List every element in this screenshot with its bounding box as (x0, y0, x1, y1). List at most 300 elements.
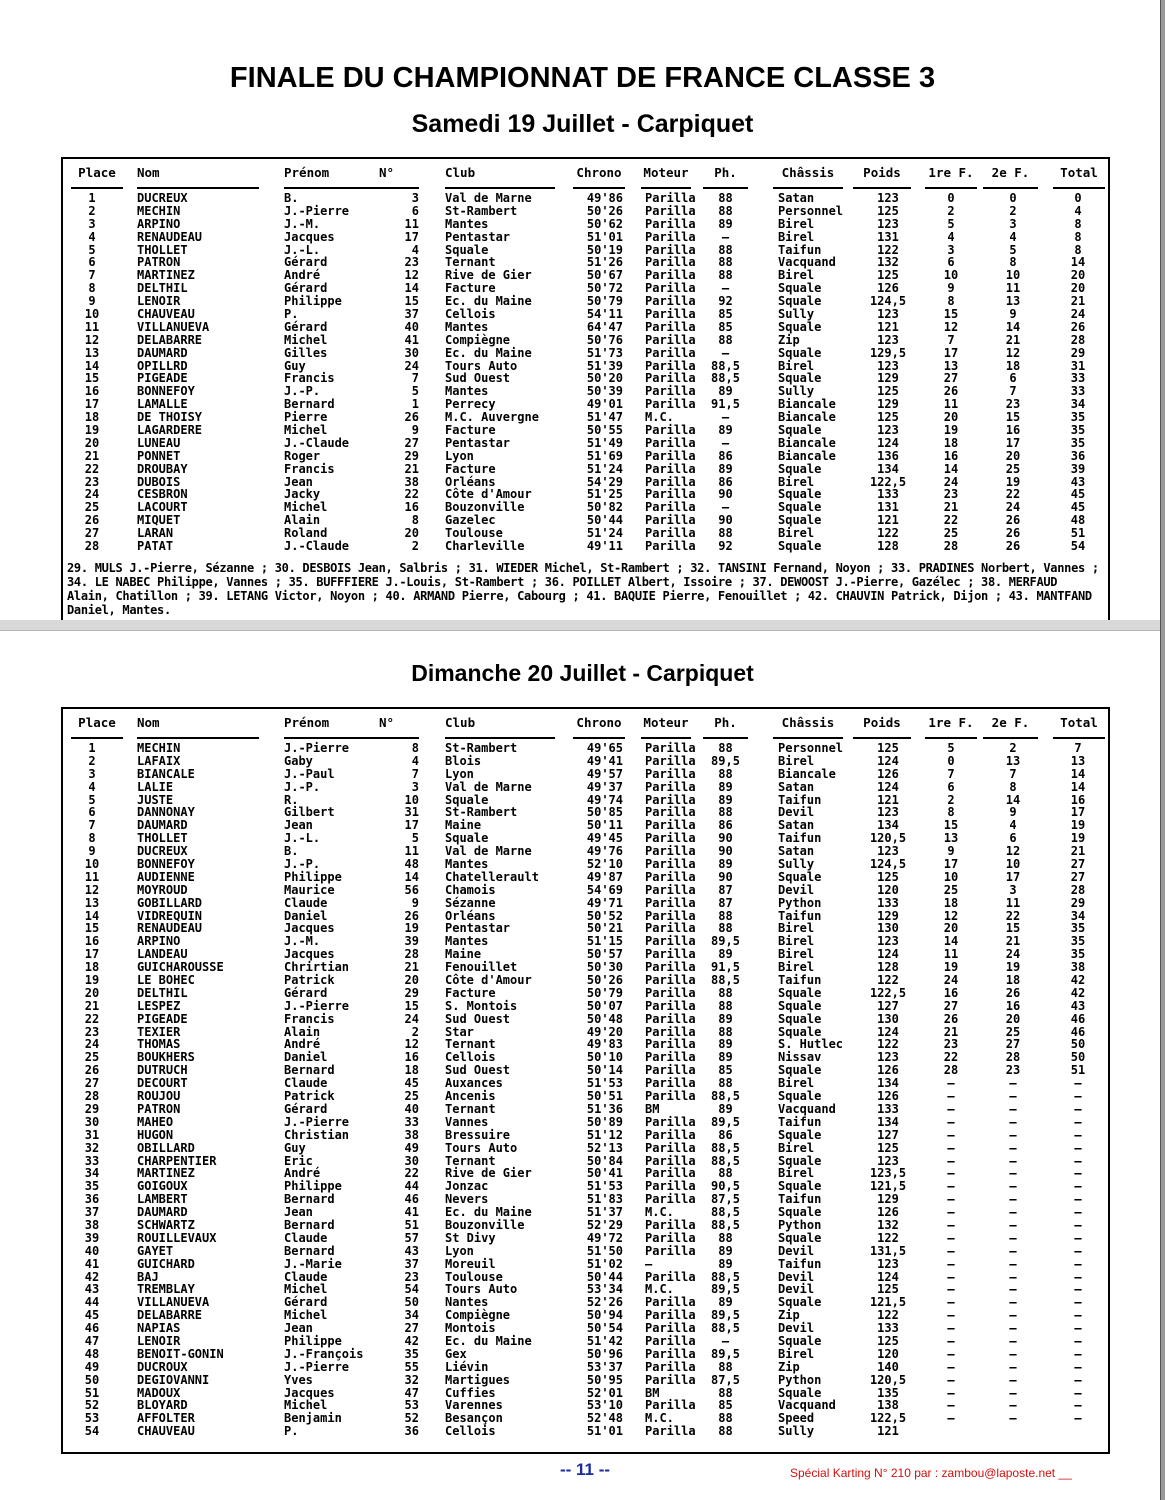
cell-prenom: Bernard (284, 1217, 335, 1232)
cell-poids: 133 (877, 1101, 899, 1116)
cell-no: 41 (404, 1205, 419, 1220)
cell-chassis: Squale (778, 1179, 822, 1194)
cell-ph: 87 (718, 882, 733, 897)
cell-moteur: Parilla (645, 294, 696, 309)
column-header-total: Total (1053, 715, 1105, 739)
cell-place: 29 (84, 1101, 100, 1116)
cell-f2: 8 (1009, 255, 1017, 270)
cell-prenom: J.-L. (284, 242, 321, 257)
cell-chassis: Biancale (778, 410, 836, 425)
cell-prenom: Patrick (284, 1089, 335, 1104)
cell-moteur: Parilla (645, 1089, 696, 1104)
cell-prenom: Patrick (284, 973, 335, 988)
cell-nom: BONNEFOY (137, 857, 195, 872)
column-header-no: N° (379, 165, 419, 189)
cell-prenom: Jacques (284, 1385, 335, 1400)
cell-f2: 26 (1005, 985, 1021, 1000)
cell-chrono: 51'42 (586, 1333, 623, 1348)
cell-club: St-Rambert (445, 805, 518, 820)
cell-total: 20 (1070, 281, 1086, 296)
column-header-chrono: Chrono (573, 715, 625, 739)
cell-chassis: Squale (778, 1385, 822, 1400)
cell-ph: 89 (718, 857, 733, 872)
cell-ph: 89,5 (711, 934, 740, 949)
cell-f2: 15 (1005, 921, 1021, 936)
cell-f2: — (1009, 1346, 1017, 1361)
cell-place: 7 (88, 268, 96, 283)
cell-chrono: 49'74 (586, 792, 623, 807)
column-header-no: N° (379, 715, 419, 739)
cell-f2: — (1009, 1153, 1017, 1168)
cell-f2: 6 (1009, 371, 1017, 386)
cell-no: 28 (404, 947, 419, 962)
cell-club: Tours Auto (445, 1282, 518, 1297)
cell-chrono: 50'48 (586, 1011, 623, 1026)
cell-prenom: Bernard (284, 1063, 335, 1078)
cell-chassis: Squale (778, 294, 822, 309)
cell-chrono: 52'01 (586, 1385, 623, 1400)
cell-total: 31 (1070, 358, 1086, 373)
cell-prenom: Claude (284, 1230, 328, 1245)
table-row (63, 858, 1108, 871)
cell-nom: DELTHIL (137, 281, 188, 296)
cell-total: — (1074, 1282, 1082, 1297)
column-header-ph: Ph. (703, 165, 748, 189)
cell-poids: 124 (877, 753, 899, 768)
cell-club: Montois (445, 1321, 496, 1336)
cell-f2: 9 (1009, 805, 1017, 820)
cell-poids: 121 (877, 1424, 899, 1439)
cell-f1: — (947, 1372, 955, 1387)
cell-total: 35 (1070, 423, 1086, 438)
cell-moteur: Parilla (645, 1295, 696, 1310)
cell-chrono: 51'73 (586, 345, 623, 360)
cell-chassis: Squale (778, 1333, 822, 1348)
cell-nom: BIANCALE (137, 766, 195, 781)
cell-ph: 90 (718, 513, 733, 528)
cell-chrono: 51'24 (586, 461, 623, 476)
cell-prenom: Daniel (284, 1050, 328, 1065)
cell-place: 19 (84, 973, 100, 988)
cell-club: St-Rambert (445, 741, 518, 755)
cell-prenom: Yves (284, 1372, 313, 1387)
cell-chrono: 50'21 (586, 921, 623, 936)
cell-chrono: 51'49 (586, 435, 623, 450)
cell-chassis: Devil (778, 805, 815, 820)
cell-ph: 89 (718, 792, 733, 807)
cell-nom: PIGEADE (137, 1011, 188, 1026)
cell-place: 9 (88, 844, 96, 859)
cell-f1: — (947, 1101, 955, 1116)
cell-f2: 7 (1009, 384, 1017, 399)
cell-club: Ternant (445, 255, 496, 270)
cell-chrono: 54'11 (586, 307, 623, 322)
cell-moteur: Parilla (645, 960, 696, 975)
cell-chassis: Devil (778, 1243, 815, 1258)
cell-f2: 26 (1005, 526, 1021, 541)
cell-chrono: 51'53 (586, 1179, 623, 1194)
cell-nom: THOLLET (137, 831, 188, 846)
cell-place: 13 (84, 345, 100, 360)
cell-nom: LAGARDERE (137, 423, 203, 438)
cell-total: 46 (1070, 1024, 1086, 1039)
cell-chrono: 52'48 (586, 1411, 623, 1426)
cell-place: 36 (84, 1192, 100, 1207)
cell-club: Mantes (445, 384, 489, 399)
cell-no: 2 (411, 539, 419, 554)
cell-poids: 120 (877, 1346, 899, 1361)
cell-chrono: 50'62 (586, 216, 623, 231)
cell-moteur: Parilla (645, 1359, 696, 1374)
cell-no: 26 (404, 908, 419, 923)
cell-poids: 125 (877, 869, 899, 884)
cell-place: 20 (84, 435, 100, 450)
cell-place: 27 (84, 526, 100, 541)
cell-place: 41 (84, 1256, 100, 1271)
cell-poids: 125 (877, 1333, 899, 1348)
cell-no: 4 (411, 753, 419, 768)
cell-prenom: Alain (284, 513, 321, 528)
right-frame (1161, 0, 1165, 1500)
cell-f1: 19 (943, 423, 959, 438)
cell-chassis: Squale (778, 487, 822, 502)
cell-club: Cellois (445, 1424, 496, 1439)
cell-chassis: Taifun (778, 908, 822, 923)
cell-prenom: Michel (284, 423, 328, 438)
cell-prenom: Jean (284, 1321, 313, 1336)
cell-f2: 21 (1005, 332, 1021, 347)
cell-chassis: Squale (778, 371, 822, 386)
cell-nom: VIDREQUIN (137, 908, 203, 923)
cell-moteur: Parilla (645, 973, 696, 988)
cell-nom: LACOURT (137, 500, 188, 515)
cell-no: 6 (411, 203, 419, 218)
cell-club: Chamois (445, 882, 496, 897)
cell-chassis: Zip (778, 1308, 800, 1323)
cell-prenom: Francis (284, 371, 335, 386)
cell-nom: PATAT (137, 539, 174, 554)
cell-f1: 15 (943, 307, 959, 322)
cell-moteur: Parilla (645, 332, 696, 347)
cell-chassis: Sully (778, 307, 815, 322)
cell-f1: 23 (943, 487, 959, 502)
cell-poids: 138 (877, 1398, 899, 1413)
cell-total: — (1074, 1101, 1082, 1116)
cell-moteur: Parilla (645, 526, 696, 541)
cell-ph: — (721, 229, 730, 244)
cell-total: 29 (1070, 895, 1086, 910)
cell-f2: — (1009, 1205, 1017, 1220)
cell-nom: LAMBERT (137, 1192, 188, 1207)
cell-chrono: 49'83 (586, 1037, 623, 1052)
cell-f1: 7 (947, 766, 955, 781)
column-header-moteur: Moteur (641, 165, 691, 189)
cell-f2: 25 (1005, 461, 1021, 476)
cell-prenom: Gérard (284, 985, 328, 1000)
cell-nom: AUDIENNE (137, 869, 195, 884)
cell-prenom: Jean (284, 474, 313, 489)
cell-club: Rive de Gier (445, 268, 532, 283)
sunday-results-table (61, 707, 1110, 1454)
cell-no: 42 (404, 1333, 419, 1348)
cell-place: 24 (84, 1037, 100, 1052)
cell-total: 35 (1070, 410, 1086, 425)
cell-f1: 27 (943, 998, 959, 1013)
cell-chassis: Taifun (778, 831, 822, 846)
cell-prenom: J.-Marie (284, 1256, 342, 1271)
cell-club: Orléans (445, 908, 496, 923)
cell-chassis: Zip (778, 1359, 800, 1374)
cell-f2: 22 (1005, 487, 1021, 502)
cell-f2: 28 (1005, 1050, 1021, 1065)
cell-club: Charleville (445, 539, 525, 554)
cell-moteur: Parilla (645, 1166, 696, 1181)
cell-no: 22 (404, 487, 419, 502)
cell-chrono: 51'01 (586, 229, 623, 244)
cell-no: 57 (404, 1230, 419, 1245)
cell-club: Gex (445, 1346, 467, 1361)
cell-poids: 123 (877, 844, 899, 859)
cell-moteur: Parilla (645, 1230, 696, 1245)
cell-prenom: Alain (284, 1024, 321, 1039)
cell-chassis: Squale (778, 345, 822, 360)
table-row (63, 1258, 1108, 1271)
cell-moteur: Parilla (645, 1217, 696, 1232)
column-header-moteur: Moteur (641, 715, 691, 739)
cell-total: — (1074, 1269, 1082, 1284)
table-row (63, 884, 1108, 897)
cell-f2: 13 (1005, 294, 1021, 309)
cell-chassis: Birel (778, 474, 815, 489)
cell-moteur: Parilla (645, 1114, 696, 1129)
cell-place: 25 (84, 500, 100, 515)
cell-chassis: Squale (778, 1089, 822, 1104)
cell-f2: — (1009, 1321, 1017, 1336)
cell-place: 1 (88, 191, 96, 205)
cell-place: 14 (84, 358, 100, 373)
cell-f1: 20 (943, 921, 959, 936)
cell-moteur: Parilla (645, 539, 696, 554)
cell-club: St Divy (445, 1230, 496, 1245)
cell-nom: PATRON (137, 255, 181, 270)
cell-place: 52 (84, 1398, 100, 1413)
cell-place: 46 (84, 1321, 100, 1336)
table-row (63, 974, 1108, 987)
cell-f2: 15 (1005, 410, 1021, 425)
cell-f1: 14 (943, 461, 959, 476)
cell-prenom: Claude (284, 1269, 328, 1284)
cell-total: — (1074, 1321, 1082, 1336)
cell-no: 22 (404, 1166, 419, 1181)
cell-chrono: 49'76 (586, 844, 623, 859)
cell-prenom: P. (284, 307, 299, 322)
cell-no: 5 (411, 384, 419, 399)
cell-moteur: M.C. (645, 1205, 674, 1220)
cell-chassis: Vacquand (778, 255, 836, 270)
cell-f2: — (1009, 1256, 1017, 1271)
cell-chassis: Nissav (778, 1050, 822, 1065)
cell-f1: 13 (943, 358, 959, 373)
cell-ph: 89,5 (711, 753, 740, 768)
cell-chassis: Python (778, 1217, 822, 1232)
cell-place: 17 (84, 397, 100, 412)
cell-poids: 125 (877, 384, 899, 399)
cell-place: 22 (84, 1011, 100, 1026)
cell-f2: — (1009, 1230, 1017, 1245)
cell-prenom: J.-Claude (284, 539, 350, 554)
cell-club: Mantes (445, 216, 489, 231)
cell-place: 15 (84, 921, 100, 936)
cell-poids: 128 (877, 539, 899, 554)
cell-prenom: J.-Pierre (284, 1114, 350, 1129)
cell-chassis: Squale (778, 281, 822, 296)
cell-nom: LUNEAU (137, 435, 181, 450)
cell-poids: 123 (877, 1050, 899, 1065)
cell-chassis: Birel (778, 216, 815, 231)
cell-moteur: Parilla (645, 1192, 696, 1207)
table-header (63, 715, 1108, 737)
cell-no: 41 (404, 332, 419, 347)
cell-ph: 89 (718, 1295, 733, 1310)
cell-chrono: 50'41 (586, 1166, 623, 1181)
cell-place: 28 (84, 1089, 100, 1104)
table-header (63, 165, 1108, 187)
cell-chassis: Squale (778, 869, 822, 884)
cell-nom: TEXIER (137, 1024, 181, 1039)
cell-moteur: Parilla (645, 474, 696, 489)
cell-club: Côte d'Amour (445, 973, 532, 988)
cell-total: — (1074, 1205, 1082, 1220)
cell-chrono: 52'29 (586, 1217, 623, 1232)
cell-club: Tours Auto (445, 358, 518, 373)
cell-club: M.C. Auvergne (445, 410, 539, 425)
cell-f1: 6 (947, 779, 955, 794)
cell-prenom: Michel (284, 1398, 328, 1413)
cell-no: 16 (404, 1050, 419, 1065)
cell-f1: — (947, 1192, 955, 1207)
cell-f1: 9 (947, 281, 955, 296)
cell-prenom: Gérard (284, 1295, 328, 1310)
cell-f2: 16 (1005, 423, 1021, 438)
cell-total: — (1074, 1166, 1082, 1181)
cell-moteur: Parilla (645, 1398, 696, 1413)
cell-chassis: Squale (778, 539, 822, 554)
cell-poids: 121,5 (869, 1295, 907, 1310)
cell-chrono: 50'26 (586, 203, 623, 218)
cell-ph: 86 (718, 818, 733, 833)
cell-poids: 133 (877, 1321, 899, 1336)
cell-nom: LANDEAU (137, 947, 188, 962)
cell-chassis: Squale (778, 319, 822, 334)
cell-total: 21 (1070, 294, 1086, 309)
cell-chrono: 49'72 (586, 1230, 623, 1245)
cell-moteur: Parilla (645, 908, 696, 923)
cell-no: 43 (404, 1243, 419, 1258)
cell-club: Toulouse (445, 526, 503, 541)
cell-nom: BENOIT-GONIN (137, 1346, 224, 1361)
cell-no: 35 (404, 1346, 419, 1361)
cell-no: 5 (411, 831, 419, 846)
cell-poids: 128 (877, 960, 899, 975)
cell-f2: 21 (1005, 934, 1021, 949)
cell-poids: 123,5 (869, 1166, 907, 1181)
cell-no: 17 (404, 229, 419, 244)
cell-ph: 91,5 (711, 960, 740, 975)
cell-moteur: Parilla (645, 255, 696, 270)
cell-total: 29 (1070, 345, 1086, 360)
cell-chrono: 51'02 (586, 1256, 623, 1271)
cell-place: 20 (84, 985, 100, 1000)
cell-poids: 124 (877, 435, 899, 450)
cell-prenom: J.-P. (284, 857, 321, 872)
cell-place: 27 (84, 1076, 100, 1091)
cell-chrono: 49'37 (586, 779, 623, 794)
column-header-prenom: Prénom (284, 715, 396, 739)
cell-moteur: — (645, 1256, 653, 1271)
cell-total: 27 (1070, 869, 1086, 884)
cell-chrono: 49'20 (586, 1024, 623, 1039)
cell-total: 24 (1070, 307, 1086, 322)
cell-chassis: Sully (778, 384, 815, 399)
cell-f2: — (1009, 1295, 1017, 1310)
cell-ph: 85 (718, 1398, 733, 1413)
cell-no: 3 (411, 191, 419, 205)
cell-club: Nevers (445, 1192, 489, 1207)
cell-f2: — (1009, 1385, 1017, 1400)
cell-f2: — (1009, 1179, 1017, 1194)
cell-ph: 89 (718, 1050, 733, 1065)
cell-f1: — (947, 1089, 955, 1104)
cell-chrono: 50'19 (586, 242, 623, 257)
cell-chassis: Birel (778, 526, 815, 541)
cell-no: 1 (411, 397, 419, 412)
cell-f1: 5 (947, 216, 955, 231)
cell-total: 28 (1070, 332, 1086, 347)
cell-moteur: Parilla (645, 1179, 696, 1194)
cell-nom: RENAUDEAU (137, 921, 203, 936)
cell-no: 15 (404, 998, 419, 1013)
cell-nom: DELABARRE (137, 1308, 203, 1323)
cell-prenom: Christian (284, 1127, 350, 1142)
column-header-place: Place (71, 715, 123, 739)
cell-place: 2 (88, 203, 96, 218)
cell-chassis: Biancale (778, 397, 836, 412)
cell-f2: 24 (1005, 500, 1021, 515)
cell-total: 0 (1074, 191, 1082, 205)
table-row (63, 755, 1108, 768)
cell-ph: 85 (718, 307, 733, 322)
cell-poids: 125 (877, 203, 899, 218)
cell-prenom: J.-M. (284, 934, 321, 949)
cell-f1: 11 (943, 947, 959, 962)
cell-f2: 12 (1005, 844, 1021, 859)
cell-nom: DANNONAY (137, 805, 195, 820)
cell-moteur: Parilla (645, 268, 696, 283)
cell-ph: 86 (718, 1127, 733, 1142)
cell-no: 40 (404, 319, 419, 334)
cell-nom: OBILLARD (137, 1140, 195, 1155)
cell-chrono: 50'39 (586, 384, 623, 399)
cell-moteur: Parilla (645, 216, 696, 231)
cell-place: 49 (84, 1359, 100, 1374)
cell-total: 42 (1070, 973, 1086, 988)
cell-chassis: Vacquand (778, 1101, 836, 1116)
cell-nom: THOMAS (137, 1037, 181, 1052)
table-row (63, 192, 1108, 205)
cell-total: 48 (1070, 513, 1086, 528)
cell-poids: 121,5 (869, 1179, 907, 1194)
cell-total: 7 (1074, 741, 1082, 755)
